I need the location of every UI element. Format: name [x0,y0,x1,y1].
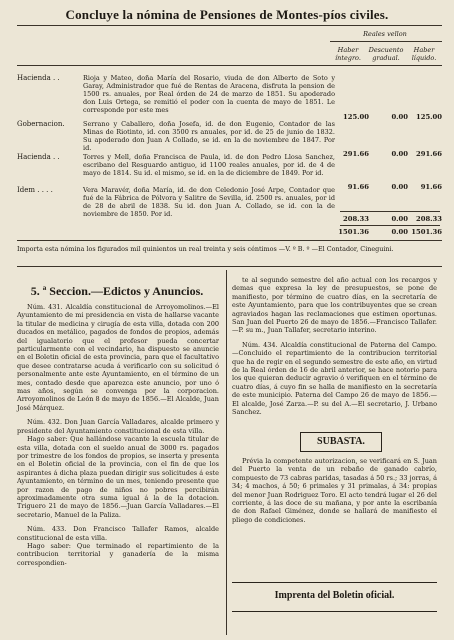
value-gross: 125.00 [342,113,369,121]
subtotal-discount: 0.00 [391,215,408,223]
notice-continuation: te al segundo semestre del año actual con los recargos y demas que expresa la ley de presupuestos, se pone de manifiesto, por término de cuatro días, en la secretaría de este Ayuntamiento, para que los contribuyentes que se crean agraviados hagan las reclamaciones que estimen oportunas. San Juan del Puerto 26 de mayo de 1856.—Francisco Tallafer.—P. su m., Juan Tallafer, secretario interino. [232,276,437,335]
value-net: 125.00 [415,113,442,121]
value-gross: 91.66 [347,183,369,191]
entry-label: Idem . . . . [17,186,53,194]
value-net: 291.66 [415,150,442,158]
header-net: Haber líquido. [411,46,437,62]
notice-431: Núm. 431. Alcaldía constitucional de Arroyomolinos.—El Ayuntamiento de mi presidencia en vista de hallarse vacante la titular de medicina y cirugía de esta villa, dotada con 200 ducados en metálico, pagados de fondos de propios, además del igualatorio que el profesor pueda concertar particularmente con el vecindario, ha dispuesto se anuncie en el Boletin oficial de esta provincia, para que el facultativo que desee contratarse acuda á verificarlo con su solicitud ó personalmente ante este Ayuntamiento, en el término de un mes, contado desde que aparezca este anuncio, por uno ó mas años, según se convenga por la corporacion. Arroyomolinos de León 8 de mayo de 1856.—El Alcalde, Juan José Márquez. [17,303,219,412]
header-discount: Descuento gradual. [368,46,404,62]
notice-432-header: Núm. 432. Don Juan García Valladares, alcalde primero y presidente del Ayuntamiento constitucional de esta villa. [17,418,219,435]
header-rule [17,65,442,66]
total-discount: 0.00 [391,228,408,236]
subtotal-net: 208.33 [415,215,442,223]
notice-433-body: Hago saber: Que terminado el repartimiento de la contribucion territorial y ganadería de la misma correspondien- [17,541,219,567]
section-title: 5. ª Seccion.—Edictos y Anuncios. [30,284,204,298]
entry-text: Torres y Mell, doña Francisca de Paula, id. de don Pedro Llosa Sanchez, escribano del Resguardo antiguo, id 1100 reales anuales, por id. de 4 de mayo de 1814. Su id. el mismo, se id. en la de diciembre de 1849. Por id. [83,153,335,178]
value-discount: 0.00 [391,113,408,121]
value-discount: 0.00 [391,150,408,158]
notice-434: Núm. 434. Alcaldía constitucional de Paterna del Campo.—Concluido el repartimiento de la contribucion territorial que ha de regir en el segundo semestre de este año, en virtud de la Real órden de 16 de abril anterior, se hace notorio para los que quieran deducir agravio ó verifiquen en el término de cuatro días, á cuyo fin se halla de manifiesto en la secretaría de este municipio. Paterna del Campo 26 de mayo de 1856.—El alcalde, José Zarza.—P. su del A.—El secretario, J. Urbano Sanchez. [232,340,437,417]
notice-433-header: Núm. 433. Don Francisco Tallafer Ramos, alcalde constitucional de esta villa. [17,525,219,542]
entry-label: Hacienda . . [17,74,60,82]
total-rule [340,225,440,226]
imprenta-heading [232,586,437,606]
footnote-rule [17,266,442,267]
subtotal-rule [340,211,440,212]
column-divider [226,270,227,635]
table-footnote: Importa esta nómina los figurados mil quinientos un real treinta y seis céntimos —V. º B. º —El Contador, Cineguini. [17,245,394,253]
imprenta-title: Imprenta del Boletin oficial. [274,590,395,601]
currency-rule [330,41,442,42]
notice-432-body: Hago saber: Que hallándose vacante la escuela titular de esta villa, dotada con el sueldo anual de 3000 rs. pagados por trimestre de los fondos de propios, se inserta y presenta en el Boletin oficial de la provincia, con el fin de que los aspirantes á dicha plaza puedan dirigir sus solicitudes á este Ayuntamiento, en término de un mes, teniendo presente que por razon de pago de niños no pobres percibirán aproximadamente otra suma igual á la de la dotacion. Triguero 21 de mayo de 1856.—Juan García Valladares.—El secretario, Manuel de la Paliza. [17,435,219,519]
subasta-text [232,457,437,524]
value-net: 91.66 [420,183,442,191]
value-discount: 0.00 [391,183,408,191]
page-title: Concluye la nómina de Pensiones de Montes-píos civiles. [65,7,389,22]
value-gross: 291.66 [342,150,369,158]
currency-label: Reales vellon [363,30,407,38]
total-net: 1501.36 [411,228,442,236]
subasta-heading [300,432,382,452]
right-column [232,276,437,417]
entry-text: Serrano y Caballero, doña Josefa, id. de don Eugenio, Contador de las Minas de Riotinto, id. con 3500 rs anuales, por id. de 25 de junio de 1832. Su apoderado don Juan A Collado, se id. en la de noviembre de 1847. Por id. [83,120,335,153]
total-gross: 1501.36 [338,228,369,236]
subasta-title: SUBASTA. [317,436,365,447]
header-gross: Haber íntegro. [335,46,361,62]
entry-label: Gobernacion. [17,120,65,128]
total-bottom-rule [17,240,442,241]
title-rule [17,25,442,26]
subtotal-gross: 208.33 [342,215,369,223]
entry-text: Rioja y Mateo, doña María del Rosario, viuda de don Alberto de Soto y Garay, Administrador que fué de Rentas de Aracena, disfruta la pension de 1500 rs. anuales, por Real órden de 24 de marzo de 1851. Su apoderado don Luis Ortega, se remitió el poder con la cuenta de mayo de 1851. Le corresponde por este mes [83,74,335,115]
subasta-body: Prévia la competente autorizacion, se verificará en S. Juan del Puerto la venta de un rebaño de ganado cabrío, compuesto de 73 cabras paridas, tasadas á 50 rs.; 33 jorras, á 34; 4 machos, á 50; 6 primales y 31 primalas, á 34: propias del menor Juan Rodriguez Toro. El acto tendrá lugar el 26 del corriente, á las doce de su mañana, y por ante la escribanía de don Rafael Giménez, donde se hallará de manifiesto el pliego de condiciones. [232,457,437,524]
left-column [17,303,219,567]
entry-label: Hacienda . . [17,153,60,161]
entry-text: Vera Maravér, doña María, id. de don Celedonio José Arpe, Contador que fué de la Fábrica de Pólvora y Salitre de Sevilla, id. 2500 rs. anuales, por id de 28 de abril de 1838. Su id. don Juan A. Collado, se id. con la de noviembre de 1850. Por id. [83,186,335,219]
